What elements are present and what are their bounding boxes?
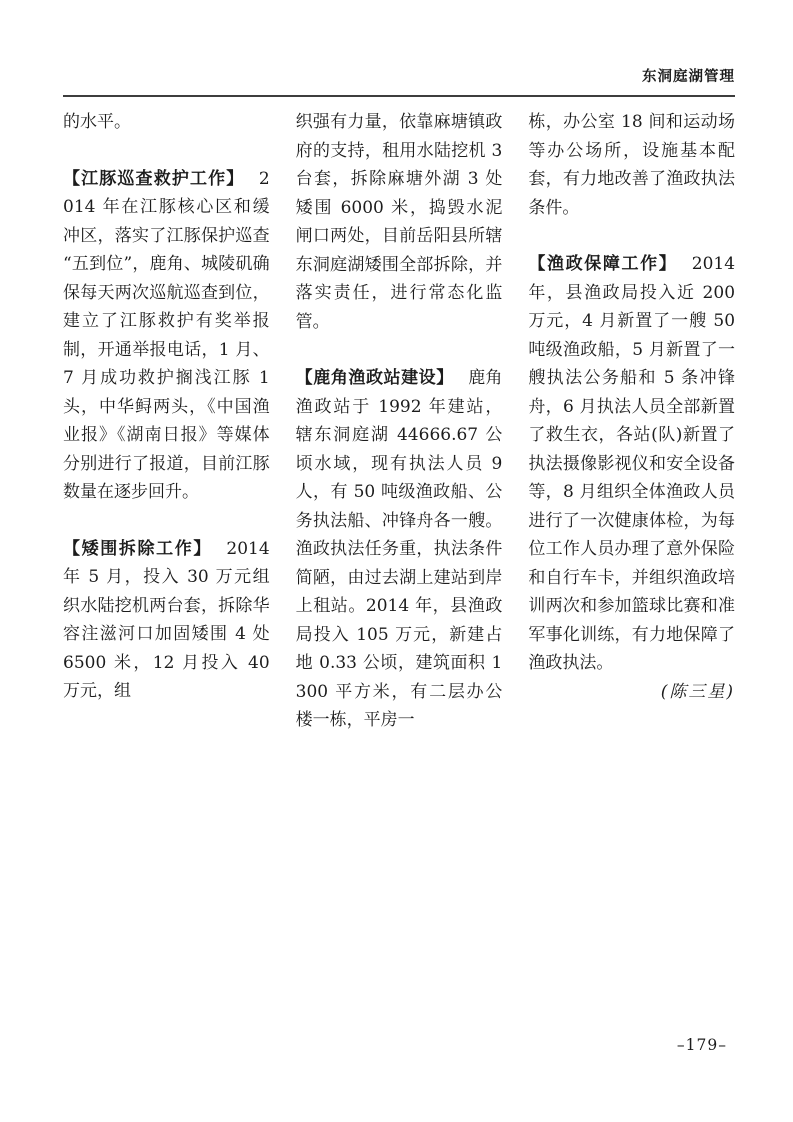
- author-signature: (陈三星): [660, 681, 736, 702]
- running-head: 东洞庭湖管理: [642, 68, 735, 85]
- text-column-1: [63, 108, 270, 735]
- entry-heading: 【鹿角渔政站建设】: [295, 368, 454, 388]
- entry-body: 2014 年，县渔政局投入近 200 万元，4 月新置了一艘 50 吨级渔政船，5 月新置了一艘执法公务船和 5 条冲锋舟，6 月执法人员全部新置了救生衣，各站(队)新置了执法摄像影视仪和安全设备等，8 月组织全体渔政人员进行了一次健康体检，为每位工作人员办理了意外保险和自行车卡，并组织渔政培训两次和参加篮球比赛和准军事化训练，有力地保障了渔政执法。: [528, 254, 736, 673]
- page-header: [63, 0, 735, 86]
- entry-heading: 【渔政保障工作】: [528, 254, 678, 274]
- paragraph-continuation: 栋，办公室 18 间和运动场等办公场所，设施基本配套，有力地改善了渔政执法条件。: [528, 112, 736, 218]
- header-rule: [63, 95, 735, 97]
- page-content: [63, 0, 735, 735]
- text-columns: [63, 108, 735, 735]
- paragraph-continuation: 织强有力量，依靠麻塘镇政府的支持，租用水陆挖机 3 台套，拆除麻塘外湖 3 处矮围 6000 米，捣毁水泥闸口两处，目前岳阳县所辖东洞庭湖矮围全部拆除，并落实责任，进行常态化监管。: [295, 112, 503, 332]
- entry-heading: 【矮围拆除工作】: [63, 538, 212, 559]
- entry-body: 鹿角渔政站于 1992 年建站，辖东洞庭湖 44666.67 公顷水域，现有执法人员 9 人，有 50 吨级渔政船、公务执法船、冲锋舟各一艘。渔政执法任务重，执法条件简陋，由过去湖上建站到岸上租站。2014 年，县渔政局投入 105 万元，新建占地 0.33 公顷，建筑面积 1300 平方米，有二层办公楼一栋，平房一: [295, 368, 503, 730]
- entry-heading: 【江豚巡查救护工作】: [63, 168, 245, 189]
- entry-body: 2014 年在江豚核心区和缓冲区，落实了江豚保护巡查“五到位”，鹿角、城陵矶确保每天两次巡航巡查到位，建立了江豚救护有奖举报制，开通举报电话，1 月、7 月成功救护搁浅江豚 1 头，中华鲟两头，《中国渔业报》《湖南日报》等媒体分别进行了报道，目前江豚数量在逐步回升。: [63, 168, 270, 502]
- paragraph-continuation: 的水平。: [63, 112, 131, 132]
- entry-paragraph: [528, 250, 735, 678]
- entry-paragraph: [63, 535, 270, 706]
- entry-body: 2014 年 5 月，投入 30 万元组织水陆挖机两台套，拆除华容注滋河口加固矮围 4 处 6500 米，12 月投入 40 万元，组: [63, 538, 270, 701]
- text-column-3: [528, 108, 735, 735]
- entry-paragraph: [63, 165, 270, 507]
- entry-paragraph: [296, 364, 503, 735]
- page-number: –179–: [676, 1036, 727, 1054]
- text-column-2: [296, 108, 503, 735]
